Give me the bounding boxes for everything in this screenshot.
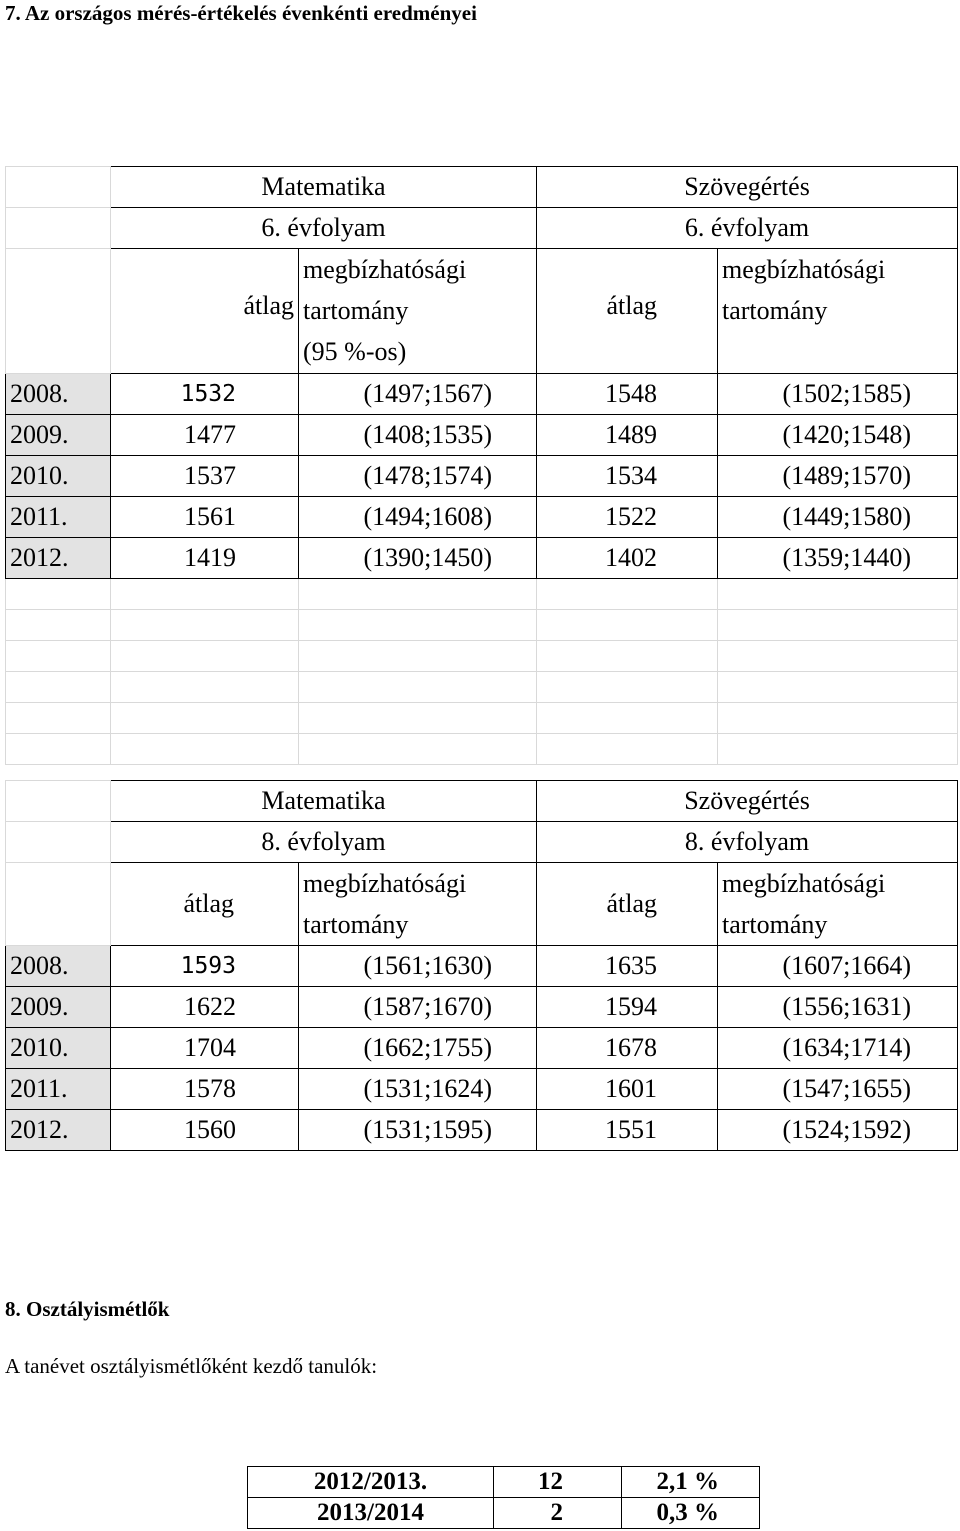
- reading-average-cell: 1402: [537, 538, 718, 579]
- grade-math-header: 8. évfolyam: [111, 822, 537, 863]
- table-row: [248, 1498, 760, 1529]
- confidence-label-line2: tartomány: [303, 910, 409, 939]
- reading-average-cell: 1489: [537, 415, 718, 456]
- subject-math-header: Matematika: [111, 167, 537, 208]
- grid-cell: [537, 672, 718, 703]
- grid-cell: [537, 734, 718, 765]
- grid-cell: [6, 863, 111, 946]
- table-row: [6, 374, 958, 415]
- year-cell: 2008.: [6, 374, 111, 415]
- grid-cell: [6, 208, 111, 249]
- table-row: [6, 1069, 958, 1110]
- grid-cell: [6, 641, 111, 672]
- section8-title: 8. Osztályismétlők: [5, 1297, 170, 1321]
- reading-range-cell: (1607;1664): [718, 946, 958, 987]
- year-cell: 2009.: [6, 415, 111, 456]
- repeater-percent-cell: 2,1 %: [622, 1467, 760, 1498]
- confidence-label-line3: (95 %-os): [303, 337, 407, 366]
- math-range-cell: (1478;1574): [299, 456, 537, 497]
- math-range-cell: (1531;1624): [299, 1069, 537, 1110]
- reading-average-cell: 1534: [537, 456, 718, 497]
- reading-average-cell: 1635: [537, 946, 718, 987]
- confidence-label-line1: megbízhatósági: [722, 255, 886, 284]
- math-average-cell: 1593: [111, 946, 299, 987]
- table-row: [248, 1467, 760, 1498]
- math-range-cell: (1531;1595): [299, 1110, 537, 1151]
- math-average-header: átlag: [111, 249, 299, 374]
- grid-cell: [111, 672, 299, 703]
- math-average-cell: 1477: [111, 415, 299, 456]
- math-average-cell: 1532: [111, 374, 299, 415]
- subject-reading-header: Szövegértés: [537, 781, 958, 822]
- repeater-count-cell: 2: [494, 1498, 622, 1529]
- math-average-cell: 1622: [111, 987, 299, 1028]
- grid-cell: [718, 610, 958, 641]
- confidence-label-line2: tartomány: [303, 296, 409, 325]
- reading-range-cell: (1556;1631): [718, 987, 958, 1028]
- subject-math-header: Matematika: [111, 781, 537, 822]
- grid-cell: [299, 610, 537, 641]
- year-cell: 2010.: [6, 456, 111, 497]
- table-row: [6, 1028, 958, 1069]
- grade-reading-header: 6. évfolyam: [537, 208, 958, 249]
- reading-range-cell: (1449;1580): [718, 497, 958, 538]
- reading-range-cell: (1359;1440): [718, 538, 958, 579]
- confidence-label-line1: megbízhatósági: [303, 869, 467, 898]
- reading-range-cell: (1634;1714): [718, 1028, 958, 1069]
- confidence-label-line1: megbízhatósági: [303, 255, 467, 284]
- grade-reading-header: 8. évfolyam: [537, 822, 958, 863]
- grid-cell: [299, 734, 537, 765]
- year-cell: 2011.: [6, 1069, 111, 1110]
- section8-paragraph: A tanévet osztályismétlőként kezdő tanulók:: [5, 1354, 378, 1378]
- math-average-cell: 1704: [111, 1028, 299, 1069]
- repeater-percent-cell: 0,3 %: [622, 1498, 760, 1529]
- math-range-cell: (1494;1608): [299, 497, 537, 538]
- confidence-label-line2: tartomány: [722, 910, 828, 939]
- results-rows-grade6: [6, 374, 958, 579]
- year-cell: 2012.: [6, 1110, 111, 1151]
- reading-average-cell: 1548: [537, 374, 718, 415]
- reading-confidence-header: [718, 249, 958, 374]
- reading-average-cell: 1601: [537, 1069, 718, 1110]
- repeater-count-cell: 12: [494, 1467, 622, 1498]
- year-cell: 2012.: [6, 538, 111, 579]
- repeaters-table: [247, 1466, 760, 1529]
- results-table-grade6: [5, 166, 958, 765]
- grid-cell: [718, 734, 958, 765]
- confidence-label-line1: megbízhatósági: [722, 869, 886, 898]
- reading-range-cell: (1502;1585): [718, 374, 958, 415]
- grid-cell: [299, 703, 537, 734]
- confidence-label-line2: tartomány: [722, 296, 828, 325]
- year-cell: 2010.: [6, 1028, 111, 1069]
- table-row: [6, 456, 958, 497]
- reading-average-cell: 1678: [537, 1028, 718, 1069]
- reading-range-cell: (1489;1570): [718, 456, 958, 497]
- math-average-cell: 1578: [111, 1069, 299, 1110]
- grid-cell: [6, 579, 111, 610]
- grid-cell: [537, 610, 718, 641]
- grid-cell: [111, 703, 299, 734]
- math-average-cell: 1560: [111, 1110, 299, 1151]
- grid-cell: [537, 703, 718, 734]
- results-rows-grade8: [6, 946, 958, 1151]
- grid-cell: [111, 610, 299, 641]
- table-row: [6, 538, 958, 579]
- math-average-cell: 1419: [111, 538, 299, 579]
- year-cell: 2011.: [6, 497, 111, 538]
- grid-cell: [718, 641, 958, 672]
- math-range-cell: (1662;1755): [299, 1028, 537, 1069]
- year-cell: 2008.: [6, 946, 111, 987]
- reading-average-cell: 1522: [537, 497, 718, 538]
- grid-cell: [6, 703, 111, 734]
- reading-average-header: átlag: [537, 249, 718, 374]
- grid-cell: [6, 734, 111, 765]
- grid-cell: [111, 579, 299, 610]
- grid-cell: [111, 641, 299, 672]
- math-average-cell: 1561: [111, 497, 299, 538]
- grid-cell: [6, 249, 111, 374]
- table-row: [6, 1110, 958, 1151]
- grid-cell: [6, 167, 111, 208]
- grid-cell: [111, 734, 299, 765]
- reading-average-header: átlag: [537, 863, 718, 946]
- table-row: [6, 946, 958, 987]
- grid-cell: [6, 781, 111, 822]
- grid-cell: [299, 672, 537, 703]
- school-year-cell: 2013/2014: [248, 1498, 494, 1529]
- school-year-cell: 2012/2013.: [248, 1467, 494, 1498]
- grid-cell: [718, 703, 958, 734]
- math-range-cell: (1561;1630): [299, 946, 537, 987]
- grid-cell: [299, 579, 537, 610]
- reading-range-cell: (1524;1592): [718, 1110, 958, 1151]
- math-range-cell: (1390;1450): [299, 538, 537, 579]
- reading-average-cell: 1594: [537, 987, 718, 1028]
- math-average-cell: 1537: [111, 456, 299, 497]
- grid-cell: [537, 579, 718, 610]
- reading-range-cell: (1547;1655): [718, 1069, 958, 1110]
- table-row: [6, 497, 958, 538]
- section7-title: 7. Az országos mérés-értékelés évenkénti eredményei: [5, 1, 477, 25]
- math-range-cell: (1497;1567): [299, 374, 537, 415]
- table-row: [6, 415, 958, 456]
- subject-reading-header: Szövegértés: [537, 167, 958, 208]
- table-row: [6, 987, 958, 1028]
- reading-confidence-header: [718, 863, 958, 946]
- math-range-cell: (1408;1535): [299, 415, 537, 456]
- grid-cell: [299, 641, 537, 672]
- grid-cell: [6, 610, 111, 641]
- grid-cell: [537, 641, 718, 672]
- grid-cell: [718, 579, 958, 610]
- grid-cell: [6, 672, 111, 703]
- grade-math-header: 6. évfolyam: [111, 208, 537, 249]
- math-range-cell: (1587;1670): [299, 987, 537, 1028]
- math-average-header: átlag: [111, 863, 299, 946]
- math-confidence-header: [299, 249, 537, 374]
- year-cell: 2009.: [6, 987, 111, 1028]
- grid-cell: [6, 822, 111, 863]
- math-confidence-header: [299, 863, 537, 946]
- results-table-grade8: [5, 780, 958, 1151]
- reading-range-cell: (1420;1548): [718, 415, 958, 456]
- reading-average-cell: 1551: [537, 1110, 718, 1151]
- grid-cell: [718, 672, 958, 703]
